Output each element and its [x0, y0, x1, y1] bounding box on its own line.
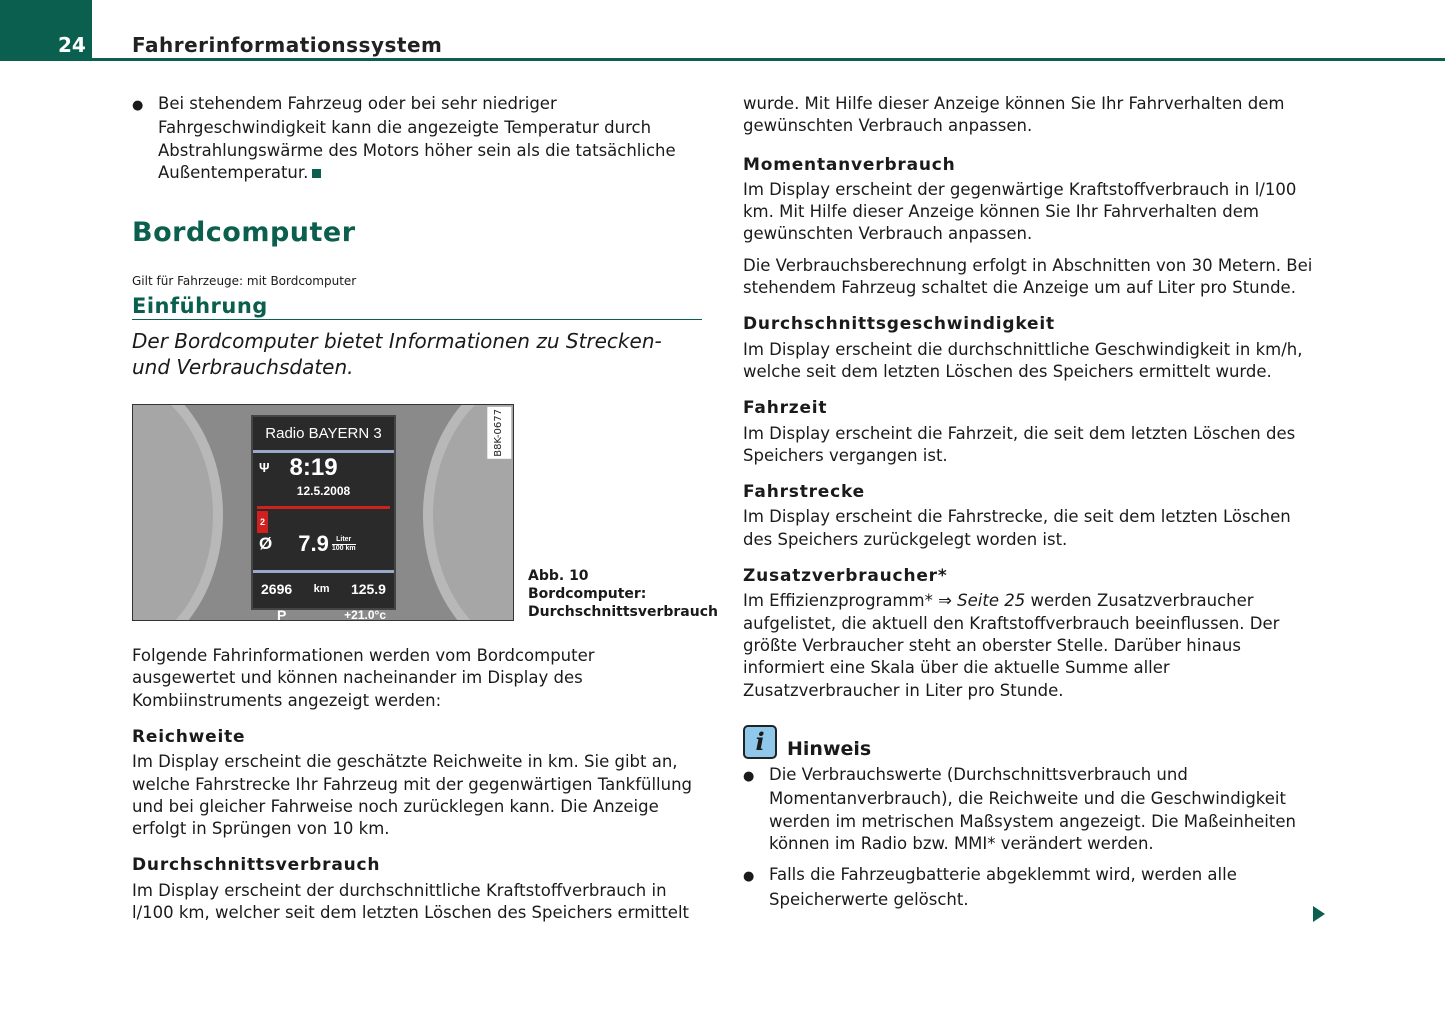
- page-link[interactable]: Seite 25: [957, 591, 1026, 611]
- gear: P: [277, 606, 287, 622]
- heading-zusatzverbraucher: Zusatzverbraucher*: [743, 566, 948, 587]
- page-number: 24: [58, 33, 86, 57]
- date: 12.5.2008: [296, 483, 351, 498]
- left-gauge: [132, 404, 223, 621]
- paragraph: Im Display erscheint der gegenwärtige Kraftstoffverbrauch in l/100 km. Mit Hilfe dieser Anzeige können Sie Ihr Fahrverhalten dem gewünschten Verbrauch anpassen.: [743, 179, 1297, 244]
- heading-reichweite: Reichweite: [132, 726, 246, 747]
- antenna-icon: Ψ: [259, 460, 270, 476]
- applies-to: Gilt für Fahrzeuge: mit Bordcomputer: [132, 274, 357, 289]
- header-rule: [0, 58, 1445, 61]
- paragraph: wurde. Mit Hilfe dieser Anzeige können Sie Ihr Fahrverhalten dem gewünschten Verbrauch anpassen.: [743, 94, 1285, 136]
- average-icon: Ø: [259, 534, 273, 554]
- left-column: [132, 93, 718, 933]
- paragraph: Im Display erscheint der durchschnittliche Kraftstoffverbrauch in l/100 km, welcher seit dem letzten Löschen des Speichers ermittelt: [132, 880, 689, 923]
- unit-top: Liter: [332, 536, 356, 545]
- subsection-title: Einführung: [132, 295, 702, 320]
- bullet-item: ● Bei stehendem Fahrzeug oder bei sehr niedriger Fahrgeschwindigkeit kann die angezeigte Temperatur durch Abstrahlungswärme des Motors höher sein als die tatsächliche Außentemperatur.: [132, 93, 702, 184]
- heading-durchschnittsverbrauch: Durchschnittsverbrauch: [132, 855, 381, 876]
- paragraph: Die Verbrauchsberechnung erfolgt in Abschnitten von 30 Metern. Bei stehendem Fahrzeug schaltet die Anzeige um auf Liter pro Stunde.: [743, 255, 1313, 298]
- unit-bottom: 100 km: [331, 544, 356, 552]
- range-value: 2696: [261, 580, 293, 597]
- figure-caption: Abb. 10 Bordcomputer: Durchschnittsverbrauch: [528, 568, 718, 621]
- paragraph: Im Display erscheint die geschätzte Reichweite in km. Sie gibt an, welche Fahrstrecke Ihr Fahrzeug mit der gegenwärtigen Tankfüllung und bei gleicher Fahrweise noch zurücklegen kann. Die Anzeige erfolgt in Sprüngen von 10 km.: [132, 752, 693, 839]
- section-title: Bordcomputer: [132, 217, 356, 249]
- end-marker-icon: [312, 169, 321, 178]
- info-icon: i: [743, 725, 777, 759]
- outside-temp: +21.0°c: [344, 607, 386, 622]
- note-item: ● Falls die Fahrzeugbatterie abgeklemmt wird, werden alle Speicherwerte gelöscht.: [743, 864, 1313, 911]
- odometer: 125.9: [350, 580, 386, 597]
- paragraph: Im Effizienzprogramm* ⇒ Seite 25 werden Zusatzverbraucher aufgelistet, die aktuell den Kraftstoffverbrauch beeinflussen. Der größte Verbraucher steht an oberster Stelle. Darüber hinaus informiert eine Skala über die aktuelle Summe aller Zusatzverbraucher in Liter pro Stunde.: [743, 591, 1280, 700]
- memory-badge: 2: [257, 511, 268, 533]
- paragraph: Folgende Fahrinformationen werden vom Bordcomputer ausgewertet und können nacheinander im Display des Kombiinstruments angezeigt werden:: [132, 646, 595, 710]
- paragraph: Im Display erscheint die durchschnittliche Geschwindigkeit in km/h, welche seit dem letzten Löschen des Speichers ermittelt wurde.: [743, 339, 1303, 381]
- heading-momentanverbrauch: Momentanverbrauch: [743, 154, 956, 175]
- heading-fahrzeit: Fahrzeit: [743, 398, 828, 419]
- paragraph: Im Display erscheint die Fahrstrecke, die seit dem letzten Löschen des Speichers zurückgelegt worden ist.: [743, 507, 1291, 549]
- display: [251, 415, 396, 622]
- figure-code: B8K-0677: [487, 407, 511, 459]
- chapter-title: Fahrerinformationssystem: [132, 33, 443, 57]
- radio-station: Radio BAYERN 3: [265, 425, 382, 443]
- note-title: Hinweis: [787, 737, 872, 760]
- paragraph: Im Display erscheint die Fahrzeit, die seit dem letzten Löschen des Speichers vergangen ist.: [743, 423, 1296, 465]
- clock: 8:19: [289, 454, 338, 482]
- right-column: [743, 93, 1313, 920]
- note-item: ● Die Verbrauchswerte (Durchschnittsverbrauch und Momentanverbrauch), die Reichweite und die Geschwindigkeit werden im metrischen Maßsystem angezeigt. Die Maßeinheiten können im Radio bzw. MMI* verändert werden.: [743, 764, 1313, 855]
- consumption-value: 7.9: [298, 531, 329, 557]
- intro-text: Der Bordcomputer bietet Informationen zu Strecken- und Verbrauchsdaten.: [132, 329, 662, 380]
- note-header: [743, 724, 1313, 760]
- heading-fahrstrecke: Fahrstrecke: [743, 482, 865, 503]
- continue-arrow-icon: [1313, 906, 1325, 922]
- km-label: km: [313, 582, 330, 595]
- figure-dashboard: [132, 404, 514, 621]
- heading-geschwindigkeit: Durchschnittsgeschwindigkeit: [743, 314, 1055, 335]
